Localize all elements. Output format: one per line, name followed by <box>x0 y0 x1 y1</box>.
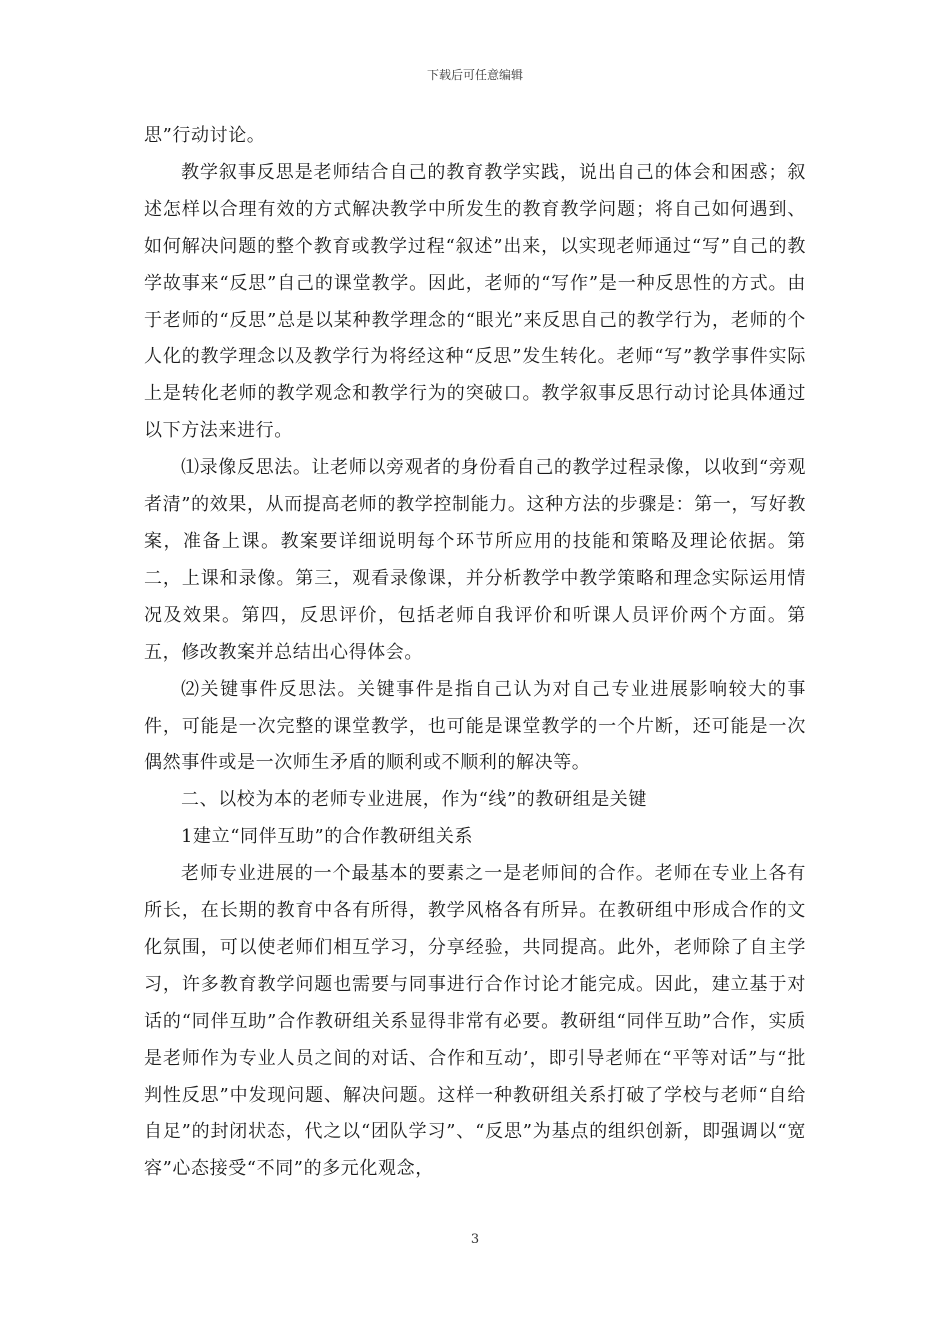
section-heading: 二、以校为本的老师专业进展，作为“线”的教研组是关键 <box>181 789 648 811</box>
document-body <box>144 118 806 1188</box>
paragraph-peer-collaboration: 老师专业进展的一个最基本的要素之一是老师间的合作。老师在专业上各有所长，在长期的教育中各有所得，教学风格各有所异。在教研组中形成合作的文化氛围，可以使老师们相互学习，分享经验，共同提高。此外，老师除了自主学习，许多教育教学问题也需要与同事进行合作讨论才能完成。因此，建立基于对话的“同伴互助”合作教研组关系显得非常有必要。教研组“同伴互助”合作，实质是老师作为专业人员之间的对话、合作和互动’，即引导老师在“平等对话”与“批判性反思”中发现问题、解决问题。这样一种教研组关系打破了学校与老师“自给自足”的封闭状态，代之以“团队学习”、“反思”为基点的组织创新，即强调以“宽容”心态接受“不同”的多元化观念， <box>144 863 806 1180</box>
page-number: 3 <box>470 1232 480 1247</box>
paragraph-narrative-reflection: 教学叙事反思是老师结合自己的教育教学实践，说出自己的体会和困惑；叙述怎样以合理有效的方式解决教学中所发生的教育教学问题；将自己如何遇到、如何解决问题的整个教育或教学过程“叙述”出来，以实现老师通过“写”自己的教学故事来“反思”自己的课堂教学。因此，老师的“写作”是一种反思性的方式。由于老师的“反思”总是以某种教学理念的“眼光”来反思自己的教学行为，老师的个人化的教学理念以及教学行为将经这种“反思”发生转化。老师“写”教学事件实际上是转化老师的教学观念和教学行为的突破口。教学叙事反思行动讨论具体通过以下方法来进行。 <box>144 161 806 442</box>
paragraph-continuation: 思”行动讨论。 <box>144 125 266 146</box>
subsection-heading: 1建立“同伴互助”的合作教研组关系 <box>181 826 474 848</box>
page-header: 下载后可任意编辑 <box>426 68 523 82</box>
paragraph-key-event-reflection: ⑵关键事件反思法。关键事件是指自己认为对自己专业进展影响较大的事件，可能是一次完整的课堂教学，也可能是课堂教学的一个片断，还可能是一次偶然事件或是一次师生矛盾的顺利或不顺利的解决等。 <box>144 678 806 774</box>
paragraph-video-reflection: ⑴录像反思法。让老师以旁观者的身份看自己的教学过程录像，以收到“旁观者清”的效果，从而提高老师的教学控制能力。这种方法的步骤是：第一，写好教案，准备上课。教案要详细说明每个环节所应用的技能和策略及理论依据。第二，上课和录像。第三，观看录像课，并分析教学中教学策略和理念实际运用情况及效果。第四，反思评价，包括老师自我评价和听课人员评价两个方面。第五，修改教案并总结出心得体会。 <box>144 457 806 663</box>
